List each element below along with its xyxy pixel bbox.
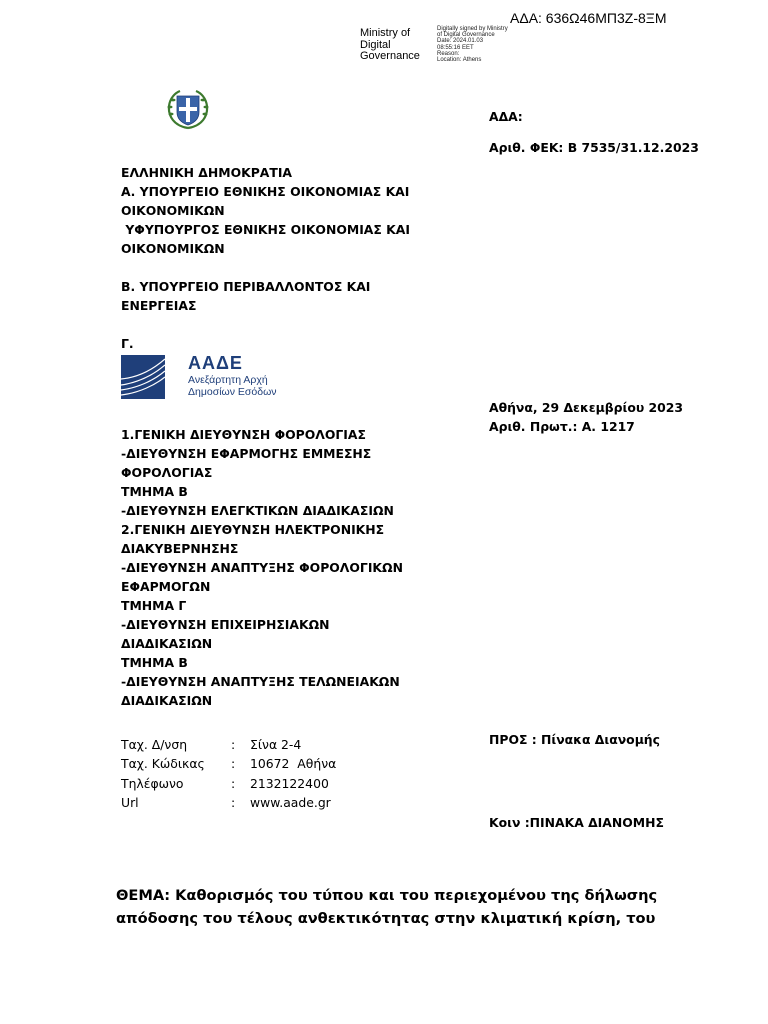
signature-detail-line: Reason: [437, 50, 460, 57]
address-key: Ταχ. Δ/νση [121, 737, 188, 752]
address-colon: : [231, 737, 236, 752]
directorate-line: ΔΙΑΔΙΚΑΣΙΩΝ [121, 693, 213, 708]
ministry-line: Α. ΥΠΟΥΡΓΕΙΟ ΕΘΝΙΚΗΣ ΟΙΚΟΝΟΜΙΑΣ ΚΑΙ [121, 184, 410, 199]
greek-emblem-icon [164, 88, 212, 130]
address-block [121, 735, 336, 812]
subject-line: απόδοσης του τέλους ανθεκτικότητας στην κλιματική κρίση, του [116, 910, 656, 927]
aade-logo [121, 354, 287, 400]
address-colon: : [231, 756, 236, 772]
directorate-line: ΤΜΗΜΑ Γ [121, 598, 187, 613]
directorates-list [121, 425, 403, 710]
address-key: Τηλέφωνο [121, 775, 184, 791]
ministry-line: ΟΙΚΟΝΟΜΙΚΩΝ [121, 241, 225, 256]
directorate-line: ΤΜΗΜΑ Β [121, 655, 188, 670]
ministries-block-a [121, 163, 410, 258]
address-value: 2132122400 [250, 775, 329, 791]
signature-detail-line: of Digital Governance [437, 32, 495, 39]
subject-line: ΘΕΜΑ: Καθορισμός του τύπου και του περιεχομένου της δήλωσης [116, 887, 658, 904]
signature-details [437, 26, 508, 63]
address-row [121, 735, 336, 754]
directorate-line: 1.ΓΕΝΙΚΗ ΔΙΕΥΘΥΝΣΗ ΦΟΡΟΛΟΓΙΑΣ [121, 427, 366, 442]
signature-label-line: Digital [360, 38, 391, 51]
ministry-line: ΟΙΚΟΝΟΜΙΚΩΝ [121, 203, 225, 218]
ministry-line: ΥΦΥΠΟΥΡΓΟΣ ΕΘΝΙΚΗΣ ΟΙΚΟΝΟΜΙΑΣ ΚΑΙ [121, 222, 410, 237]
fek-number: Αριθ. ΦΕΚ: Β 7535/31.12.2023 [489, 140, 699, 155]
signature-label-line: Ministry of [360, 27, 411, 39]
subject-paragraph [116, 884, 658, 930]
directorate-line: ΤΜΗΜΑ Β [121, 484, 188, 499]
aade-line: Ανεξάρτητη Αρχή [188, 374, 268, 386]
signature-label-line: Governance [360, 50, 420, 62]
aade-fullname [188, 375, 277, 398]
address-row [121, 774, 336, 793]
directorate-line: ΕΦΑΡΜΟΓΩΝ [121, 579, 211, 594]
directorate-line: 2.ΓΕΝΙΚΗ ΔΙΕΥΘΥΝΣΗ ΗΛΕΚΤΡΟΝΙΚΗΣ [121, 522, 385, 537]
address-key: Url [121, 794, 139, 810]
directorate-line: -ΔΙΕΥΘΥΝΣΗ ΑΝΑΠΤΥΞΗΣ ΤΕΛΩΝΕΙΑΚΩΝ [121, 674, 400, 689]
aade-mark-icon [121, 355, 165, 399]
address-colon: : [231, 794, 236, 810]
ministry-line: ΕΝΕΡΓΕΙΑΣ [121, 298, 197, 313]
directorate-line: ΔΙΑΔΙΚΑΣΙΩΝ [121, 636, 213, 651]
address-row [121, 754, 336, 773]
address-key: Ταχ. Κώδικας [121, 756, 205, 772]
protocol-number: Αριθ. Πρωτ.: Α. 1217 [489, 419, 635, 434]
signature-detail-line: Date: 2024.01.03 [437, 38, 484, 45]
directorate-line: -ΔΙΕΥΘΥΝΣΗ ΕΦΑΡΜΟΓΗΣ ΕΜΜΕΣΗΣ [121, 446, 372, 461]
address-value: Σίνα 2-4 [250, 737, 302, 752]
recipients-to: ΠΡΟΣ : Πίνακα Διανομής [489, 732, 660, 747]
address-url[interactable]: www.aade.gr [250, 794, 331, 810]
directorate-line: -ΔΙΕΥΘΥΝΣΗ ΑΝΑΠΤΥΞΗΣ ΦΟΡΟΛΟΓΙΚΩΝ [121, 560, 403, 575]
directorate-line: ΦΟΡΟΛΟΓΙΑΣ [121, 465, 213, 480]
ministry-line: ΕΛΛΗΝΙΚΗ ΔΗΜΟΚΡΑΤΙΑ [121, 165, 293, 180]
directorate-line: ΔΙΑΚΥΒΕΡΝΗΣΗΣ [121, 541, 239, 556]
signature-detail-line: 08:55:16 EET [437, 44, 474, 51]
right-ada-label: ΑΔΑ: [489, 109, 523, 124]
aade-line: Δημοσίων Εσόδων [188, 385, 277, 398]
aade-acronym: ΑΑΔΕ [188, 353, 243, 373]
signature-label [360, 28, 420, 63]
ministry-c-label: Γ. [121, 336, 134, 351]
signature-detail-line: Location: Athens [437, 57, 482, 64]
signature-detail-line: Digitally signed by Ministry [437, 26, 508, 32]
directorate-line: -ΔΙΕΥΘΥΝΣΗ ΕΠΙΧΕΙΡΗΣΙΑΚΩΝ [121, 617, 330, 632]
directorate-line: -ΔΙΕΥΘΥΝΣΗ ΕΛΕΓΚΤΙΚΩΝ ΔΙΑΔΙΚΑΣΙΩΝ [121, 503, 394, 518]
document-date: Αθήνα, 29 Δεκεμβρίου 2023 [489, 400, 684, 415]
ada-stamp: ΑΔΑ: 636Ω46ΜΠ3Ζ-8ΞΜ [510, 10, 667, 26]
ministries-block-b [121, 277, 370, 315]
recipients-cc: Κοιν :ΠΙΝΑΚΑ ΔΙΑΝΟΜΗΣ [489, 815, 664, 830]
address-colon: : [231, 775, 236, 791]
address-row [121, 793, 336, 812]
address-value: 10672 Αθήνα [250, 756, 337, 772]
ministry-line: Β. ΥΠΟΥΡΓΕΙΟ ΠΕΡΙΒΑΛΛΟΝΤΟΣ ΚΑΙ [121, 279, 371, 294]
